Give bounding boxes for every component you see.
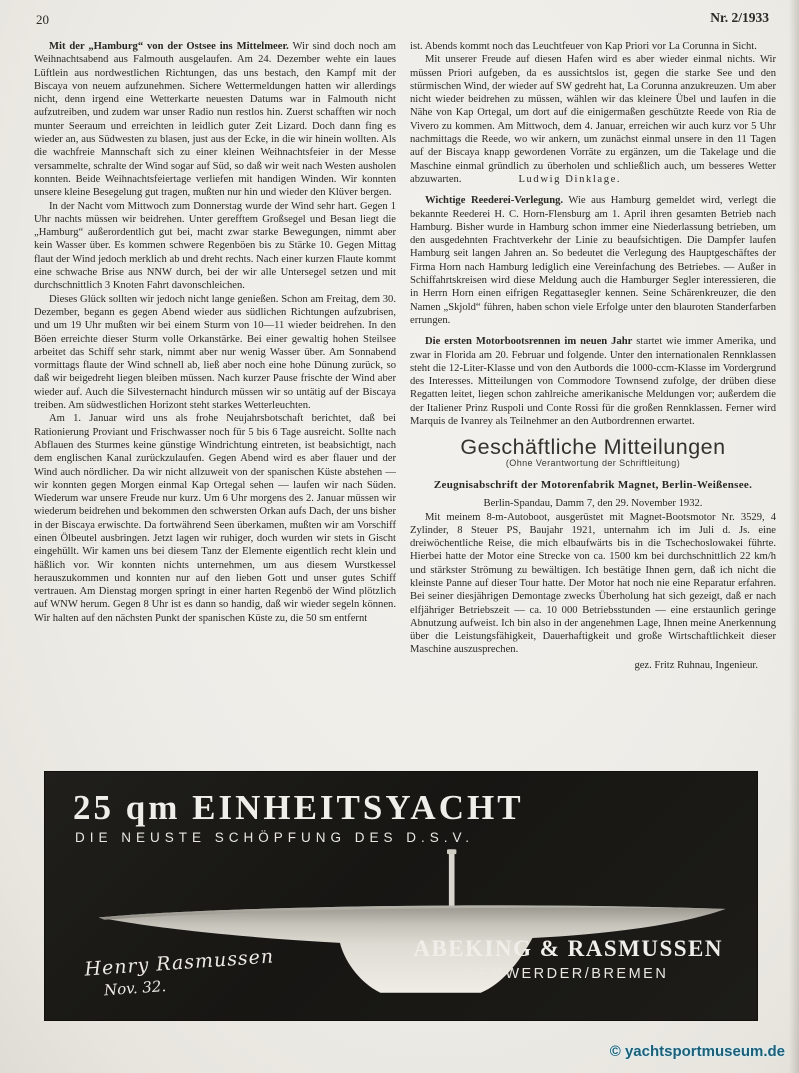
ad-headline: 25 qm EINHEITSYACHT [73, 788, 524, 827]
paragraph-text: Mit unserer Freude auf diesen Hafen wird es aber wieder einmal nichts. Wir müssen Priori aufgeben, da es aussichtslos ist, gegen die starke See und den stürmischen Wind, der wieder auf SW gedreht hat, La Corunna anzukreuzen. Um aber nicht wieder beidrehen zu müssen, wählen wir das kleinere Übel und laufen in die Nähe von Kap Ortegal, um dort auf die einigermaßen geschützte Reede von Ria de Vivero zu kommen. Am Mittwoch, dem 4. Januar, erreichen wir auch kurz vor 5 Uhr nachmittags die Reede, wo wir ankern, um zunächst einmal unsere in den 11 Tagen auf der Biscaya knapp gewordenen Vorräte zu ergänzen, um die Takelage und die Maschine einmal gründlich zu überholen und schließlich auch, um besseres Wetter abzuwarten. [410, 54, 776, 185]
section-title: Geschäftliche Mitteilungen [460, 435, 726, 460]
advertisement-einheitsyacht [45, 772, 757, 1020]
paragraph: Dieses Glück sollten wir jedoch nicht lange genießen. Schon am Freitag, dem 30. Dezember, begann es gegen Abend wieder aus südlichen Richtungen aufzubrisen, und um 19 Uhr mußten wir bei einem Sturm von 10—11 wieder beidrehen. In den Böen erreichte dieser Sturm volle Orkanstärke. Bei einer gewaltig hohen Steilsee arbeitet das Schiff sehr stark, nimmt aber nur wenig Wasser über. Am Sonnabend vormittags flaute der Wind schnell ab, ließ aber noch eine hohe Dünung zurück, so daß wir beigedreht liegen bleiben müssen. Nach kurzer Pause frischte der Wind aber wieder auf. Auch die Silvesternacht hindurch müssen wir so untätig auf der Biscaya treiben. Am südwestlichen Horizont steht starkes Wetterleuchten. [34, 293, 396, 412]
paragraph [410, 53, 776, 186]
paragraph: In der Nacht vom Mittwoch zum Donnerstag wurde der Wind sehr hart. Gegen 1 Uhr nachts müssen wir beidrehen. Unter gerefftem Großsegel und Besan liegt die „Hamburg“ außerordentlich gut bei, macht zwar starke Bewegungen, nimmt aber kein Wasser über. Es kommen schwere Regenböen bis zu Stärke 10. Gegen Mittag flaut der Wind jedoch merklich ab und dreht rechts. Nach einer kurzen Flaute kommt eine schwache Brise aus NNW durch, bei der wir alle Untersegel setzen und mit durchschnittlich 3 Knoten Fahrt davonschleichen. [34, 200, 396, 292]
issue-number: Nr. 2/1933 [710, 10, 769, 25]
section-subtitle: (Ohne Verantwortung der Schriftleitung) [505, 457, 681, 468]
page-number: 20 [36, 12, 49, 27]
testimonial-headline: Zeugnisabschrift der Motorenfabrik Magnet, Berlin-Weißensee. [433, 478, 753, 491]
column-left [34, 40, 396, 772]
mast-stub [449, 852, 455, 915]
ad-company-name: ABEKING & RASMUSSEN [413, 936, 723, 961]
ad-company-location: LEMWERDER/BREMEN [468, 966, 669, 982]
column-right [410, 40, 776, 772]
paragraph [410, 194, 776, 327]
paragraph-lead: Wichtige Reederei-Verlegung. [425, 195, 564, 207]
author-signature: Ludwig Dinklage. [518, 173, 622, 185]
paragraph-text: Wir sind doch noch am Weihnachtsabend aus Falmouth ausgelaufen. Am 24. Dezember wehte ein laues Lüftlein aus nordwestlichen Richtungen, das uns bestach, den Kampf mit der Biscaya von neuem aufzunehmen. Sichere Wettermeldungen hatten wir allerdings nicht, denn irgend eine Wetterkarte neuesten Datums war in Falmouth nicht aufzutreiben, und zudem war unser Radio nun restlos hin. Zuerst schafften wir noch munter Seeraum und erreichten in leidlich guter Zeit Lizard. Doch dann fing es wieder an, aus Südwesten zu blasen, just aus der Ecke, in die wir hinein wollten. Als die wachfreie Mannschaft sich zu einer kleinen Weihnachtsfeier in der Messe versammelte, schralte der Wind sogar auf Süd, so daß wir weit nach Westen ausholen konnten. Beide Weihnachtsfeiertage verliefen mit handigen Winden. Wir konnten unsere kleine Besegelung gut tragen, mußten nur hin und wieder den Klüver bergen. [34, 41, 396, 199]
paragraph-text: startet wie immer Amerika, und zwar in Florida am 20. Februar und folgende. Unter den internationalen Rennklassen steht die 12-Liter-Klasse und von den Autbords die 1000-ccm-Klasse im Vordergrund des Interesses. Mitteilungen von Commodore Townsend zufolge, der drüben diese Regatten leitet, liegen schon zahlreiche amerikanische Meldungen vor; außerdem die der Italiener Prinz Ruspoli und Conte Rossi für die großen Rennklassen. Ferner wird Marquis de Ivanrey als Teilnehmer an den Autbordrennen erwartet. [410, 336, 776, 428]
designer-signature-name: Henry Rasmussen [83, 945, 275, 981]
letter-signature: gez. Fritz Ruhnau, Ingenieur. [634, 659, 758, 671]
ad-company-block [413, 936, 723, 982]
designer-signature-date: Nov. 32. [103, 977, 167, 1000]
letter-body: Mit meinem 8-m-Autoboot, ausgerüstet mit Magnet-Bootsmotor Nr. 3529, 4 Zylinder, 8 Steuer PS, Baujahr 1921, unternahm ich im Juli d. Js. eine dreiwöchentliche Reise, die mich elbaufwärts bis in die Tschechoslowakei führte. Hierbei hatte der Motor eine Strecke von ca. 1500 km bei durchschnittlich 22 km/h und stärkster Strömung zu bewältigen. Ich bestätige Ihnen gern, daß ich nicht die kleinste Panne auf dieser Tour hatte. Der Motor hat noch nie eine Reparatur erfahren. Bei seiner diesjährigen Demontage zwecks Überholung hat sich gezeigt, daß er nach elfjähriger Betriebszeit — ca. 10 000 Betriebsstunden — eine erstaunlich geringe Abnutzung aufweist. Ich bin also in der angenehmen Lage, Ihnen meine Anerkennung über die Leistungsfähigkeit, Dauerhaftigkeit und große Wirtschaftlichkeit dieser Maschine auszusprechen. [410, 511, 776, 656]
paragraph [34, 40, 396, 200]
paragraph [410, 335, 776, 428]
ad-subheadline: DIE NEUSTE SCHÖPFUNG DES D.S.V. [75, 830, 475, 845]
paragraph: ist. Abends kommt noch das Leuchtfeuer von Kap Priori vor La Corunna in Sicht. [410, 41, 757, 52]
watermark: © yachtsportmuseum.de [609, 1043, 785, 1060]
paragraph-text: Wie aus Hamburg gemeldet wird, verlegt die bekannte Reederei H. C. Horn-Flensburg am 1. April ihren gesamten Betrieb nach Hamburg. Bisher wurde in Hamburg schon immer eine Niederlassung betrieben, um den ausgedehnten Frachtverkehr der Linie zu beaufsichtigen. Die Dampfer laufen Hamburg seit langen Jahren an. So bedeutet die Verlegung des Hauptgeschäftes der Firma Horn nach Hamburg lediglich eine Vereinfachung des Betriebes. — Außer in Schiffahrtskreisen wird diese Meldung auch die Hamburger Segler interessieren, die in Herrn Horn einen eifrigen Regattasegler kennen. Seine Schärenkreuzer, die den Namen „Skjold“ führen, haben schon viele Erfolge unter den blauroten Standerfarben errungen. [410, 195, 776, 326]
paragraph-lead: Mit der „Hamburg“ von der Ostsee ins Mittelmeer. [49, 41, 289, 52]
paragraph: Am 1. Januar wird uns als frohe Neujahrsbotschaft berichtet, daß bei Rationierung Proviant und Frischwasser noch für 5 bis 6 Tage ausreicht. Sollte nach Abflauen des Sturmes keine günstige Windrichtung eintreten, ist beabsichtigt, nach dem englischen Kanal zurückzulaufen. Gegen Abend wird es aber flauer und der Wind auch nördlicher. Da wir nicht allzuweit von der spanischen Küste abstehen — wir konnten gegen Morgen einmal Kap Ortegal sehen — laufen wir nach Süden. Wiederum war unsere Freude nur kurz. Um 6 Uhr morgens des 2. Januar müssen wir wiederum beidrehen und bekommen den schwersten Orkan aufs Dach, der uns bisher in der Biscaya erwischte. Da fortwährend Seen überkamen, mußten wir am Vorschiff einen Ölbeutel ausbringen. Jetzt lagen wir ruhiger, doch wurden wir stets in Gischt eingehüllt. Wir kamen uns bei diesem Tanz der Elemente eigentlich recht klein und häßlich vor. Wir konnten nichts unternehmen, um aus diesem Wurstkessel herauszukommen und konnten nur auf den lieben Gott und unser gutes Schiff vertrauen. Am Dienstag morgen springt in einer harten Regenbö der Wind plötzlich auf WNW herum. Gegen 8 Uhr ist es dann so handig, daß wir wieder segeln können. Wir halten auf den nächsten Punkt der spanischen Küste zu, die 50 sm entfernt [34, 413, 396, 624]
letter-dateline: Berlin-Spandau, Damm 7, den 29. November 1932. [483, 498, 703, 510]
paragraph-lead: Die ersten Motorbootsrennen im neuen Jahr [425, 336, 633, 348]
